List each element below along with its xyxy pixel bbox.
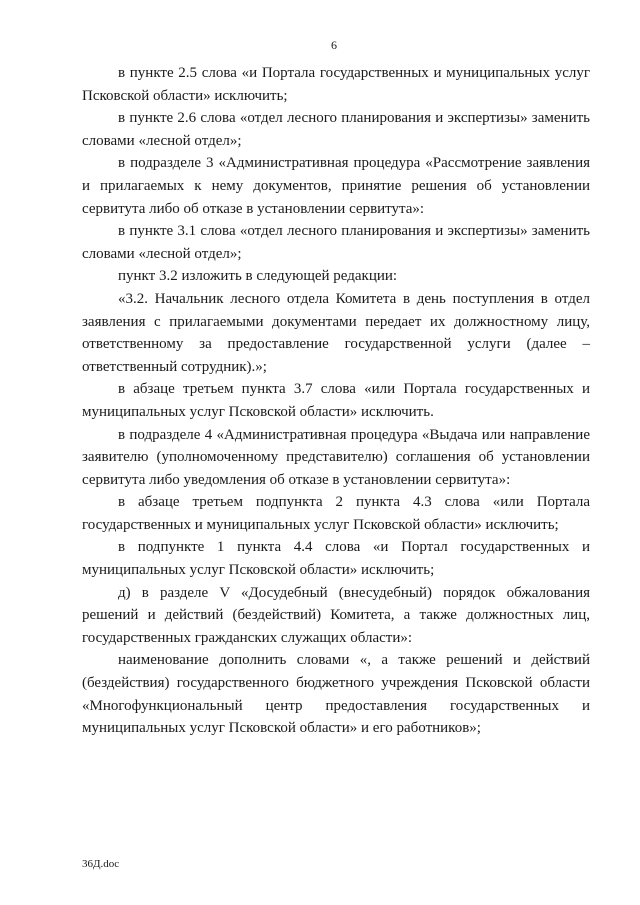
paragraph: пункт 3.2 изложить в следующей редакции: [118, 268, 398, 285]
document-body [82, 62, 590, 740]
paragraph: в подпункте 1 пункта 4.4 слова «и Портал государственных и муниципальных услуг Псковской области» исключить; [82, 539, 590, 579]
paragraph: в подразделе 4 «Административная процедура «Выдача или направление заявителю (уполномоченному представителю) соглашения об установлении сервитута либо уведомления об отказе в установлении сервитута»: [82, 426, 590, 488]
page-number: 6 [331, 38, 337, 52]
paragraph: в абзаце третьем пункта 3.7 слова «или Портала государственных и муниципальных услуг Псковской области» исключить. [82, 381, 590, 420]
paragraph: в пункте 2.5 слова «и Портала государственных и муниципальных услуг Псковской области» исключить; [82, 65, 590, 104]
paragraph: д) в разделе V «Досудебный (внесудебный) порядок обжалования решений и действий (бездействий) Комитета, а также должностных лиц, государственных гражданских служащих области»: [82, 584, 590, 646]
paragraph: в абзаце третьем подпункта 2 пункта 4.3 слова «или Портала государственных и муниципальных услуг Псковской области» исключить; [82, 494, 590, 533]
footer-filename: 36Д.doc [82, 858, 120, 870]
paragraph: в пункте 3.1 слова «отдел лесного планирования и экспертизы» заменить словами «лесной отдел»; [82, 223, 590, 262]
paragraph: «3.2. Начальник лесного отдела Комитета в день поступления в отдел заявления с прилагаемыми документами передает их должностному лицу, ответственному за предоставление государственной услуги (далее – ответственный сотрудник).»; [82, 290, 590, 375]
paragraph: в подразделе 3 «Административная процедура «Рассмотрение заявления и прилагаемых к нему документов, принятие решения об установлении сервитута либо об отказе в установлении сервитута»: [82, 155, 590, 217]
paragraph: в пункте 2.6 слова «отдел лесного планирования и экспертизы» заменить словами «лесной отдел»; [82, 110, 590, 149]
paragraph: наименование дополнить словами «, а также решений и действий (бездействия) государственного бюджетного учреждения Псковской области «Многофункциональный центр предоставления государственных и муниципальных услуг Псковской области» и его работников»; [82, 652, 590, 737]
